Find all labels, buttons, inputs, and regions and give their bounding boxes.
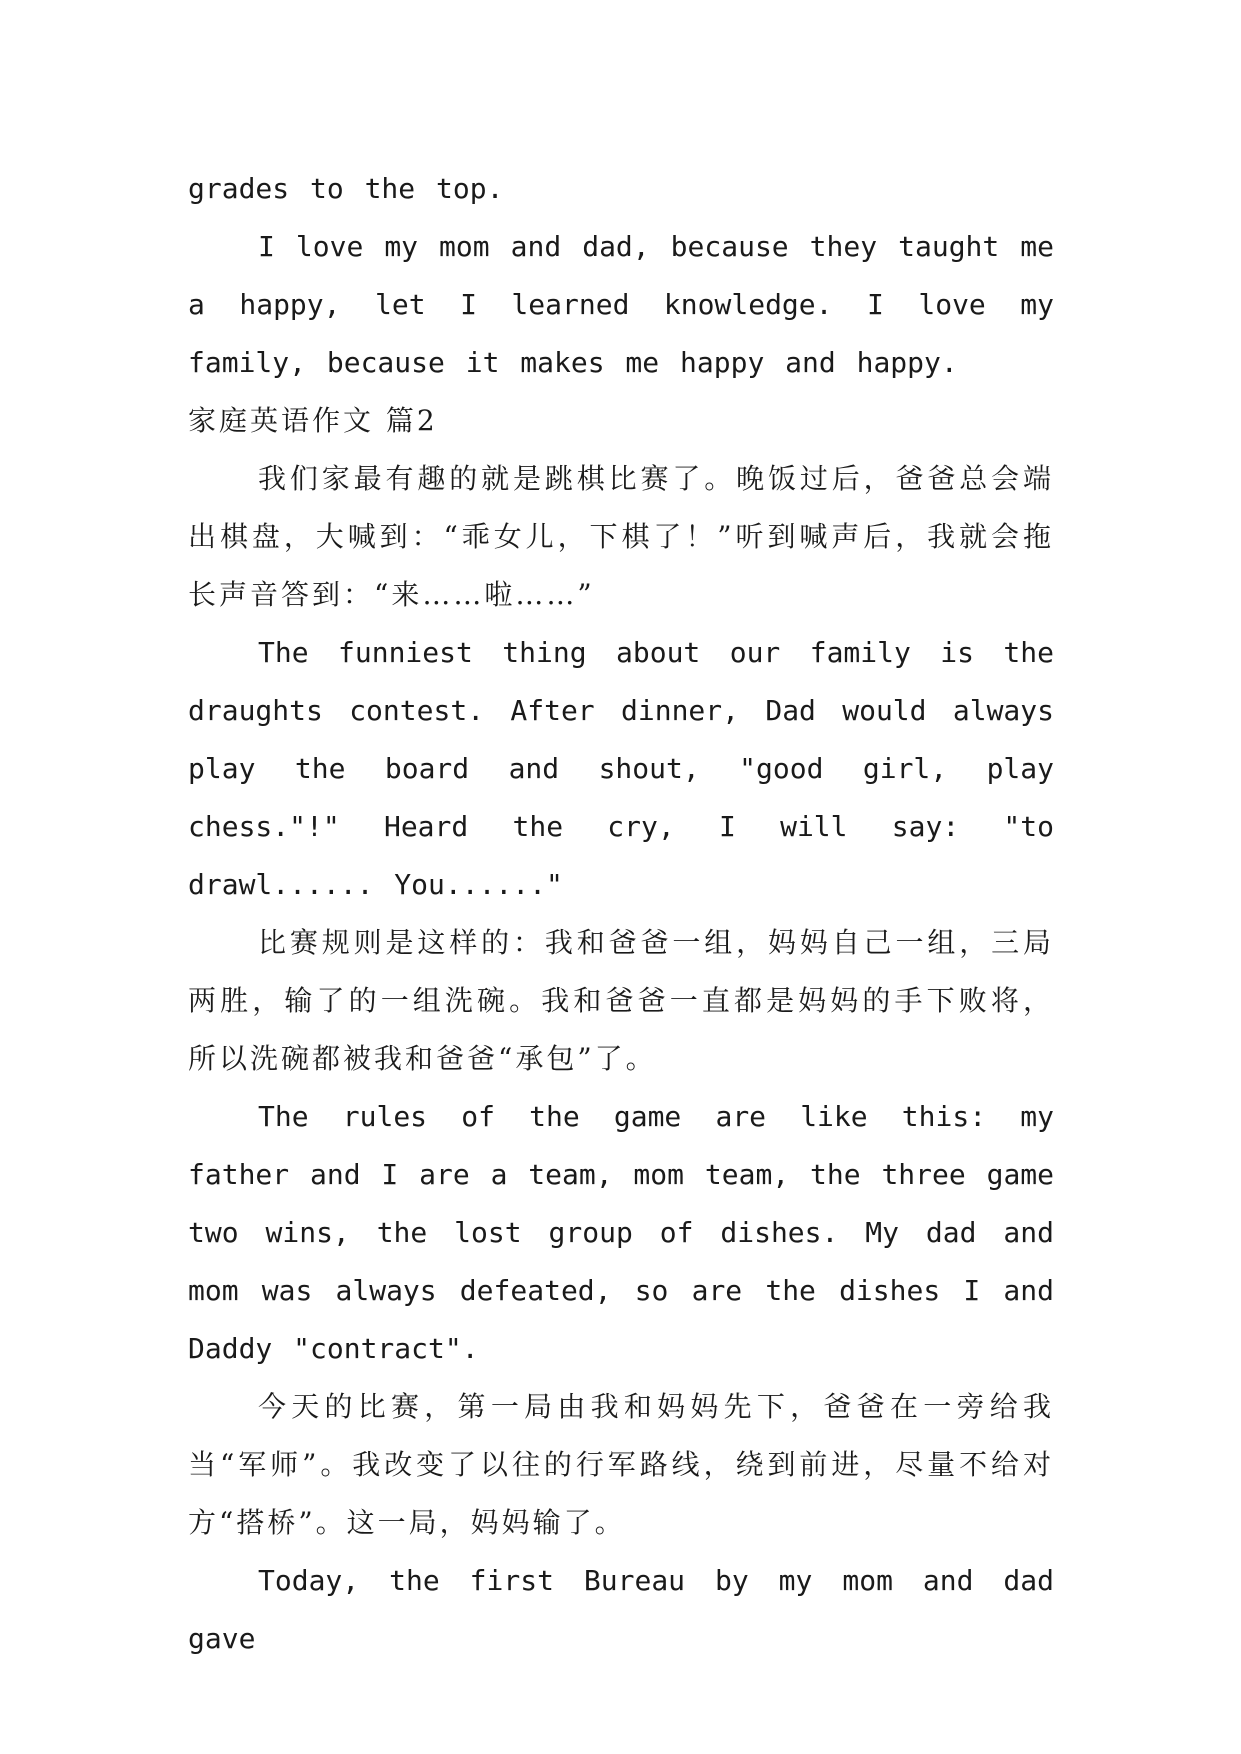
paragraph-cn-rules: 比赛规则是这样的：我和爸爸一组，妈妈自己一组，三局两胜，输了的一组洗碗。我和爸爸一直都是妈妈的手下败将，所以洗碗都被我和爸爸“承包”了。 [188,926,1054,1075]
paragraph-continuation: grades to the top. [188,172,504,205]
section-heading: 家庭英语作文 篇2 [188,404,438,437]
paragraph-en-rules: The rules of the game are like this: my father and I are a team, mom team, the three game two wins, the lost group of dishes. My dad and mom was always defeated, so are the dishes I and Daddy "contract". [188,1100,1055,1365]
paragraph-cn-draughts: 我们家最有趣的就是跳棋比赛了。晚饭过后，爸爸总会端出棋盘，大喊到：“乖女儿，下棋了！”听到喊声后，我就会拖长声音答到：“来……啦……” [188,462,1054,611]
paragraph-love-family: I love my mom and dad, because they taught me a happy, let I learned knowledge. I love my family, because it makes me happy and happy. [188,230,1054,379]
paragraph-en-draughts: The funniest thing about our family is the draughts contest. After dinner, Dad would always play the board and shout, "good girl, play chess."!" Heard the cry, I will say: "to drawl...... You......" [188,636,1054,901]
paragraph-cn-today: 今天的比赛，第一局由我和妈妈先下，爸爸在一旁给我当“军师”。我改变了以往的行军路线，绕到前进，尽量不给对方“搭桥”。这一局，妈妈输了。 [188,1390,1054,1539]
document-page [188,160,1054,1668]
paragraph-en-today: Today, the first Bureau by my mom and dad gave [188,1564,1054,1655]
